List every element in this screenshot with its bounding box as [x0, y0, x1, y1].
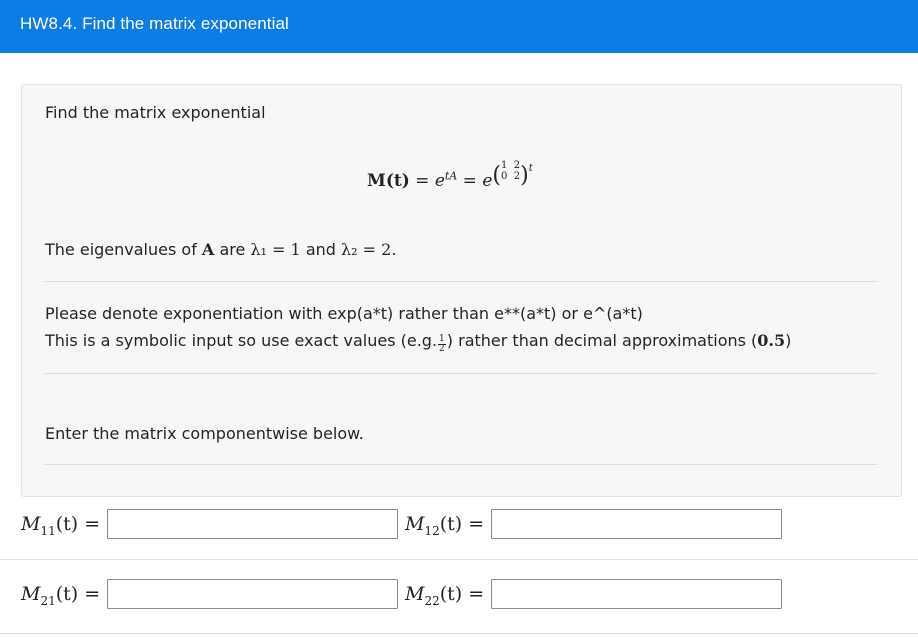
answer-label-m11: $M_{11}(t)$ = [21, 513, 101, 538]
equation-equals-2: = [462, 171, 477, 191]
note-exact-values: This is a symbolic input so use exact values (e.g. $\frac{1}{2}$ ) rather than decimal approximations (0.5) [45, 331, 792, 354]
answer-input-m11[interactable] [107, 509, 398, 539]
equation-exp-sup: tA [444, 169, 458, 183]
instruction-text: Enter the matrix componentwise below. [45, 424, 364, 443]
equation-exp-rhs: e [482, 171, 493, 191]
equation-lhs: M(t) [367, 171, 410, 191]
divider [45, 373, 877, 374]
divider [45, 464, 877, 465]
answer-input-m22[interactable] [491, 579, 782, 609]
row-divider [0, 559, 918, 560]
matrix-exponential-equation [367, 160, 533, 191]
divider [45, 281, 877, 282]
answer-input-m12[interactable] [491, 509, 782, 539]
question-intro: Find the matrix exponential [45, 103, 266, 122]
half-fraction: $\frac{1}{2}$ [439, 334, 445, 354]
answer-label-m22: $M_{22}(t)$ = [405, 583, 485, 608]
answer-label-m21: $M_{21}(t)$ = [21, 583, 101, 608]
page-header [0, 0, 918, 53]
answer-input-m21[interactable] [107, 579, 398, 609]
exponent-matrix: (1 2 0 2)t [492, 160, 533, 188]
equation-exp-base: e [434, 171, 445, 191]
eigenvalues-statement: The eigenvalues of A are λ₁ = 1 and λ₂ = 2. [45, 240, 397, 259]
equation-equals-1: = [415, 171, 430, 191]
answer-label-m12: $M_{12}(t)$ = [405, 513, 485, 538]
row-divider [0, 633, 918, 634]
page-title: HW8.4. Find the matrix exponential [20, 14, 289, 33]
note-exp-format: Please denote exponentiation with exp(a*t) rather than e**(a*t) or e^(a*t) [45, 304, 643, 323]
